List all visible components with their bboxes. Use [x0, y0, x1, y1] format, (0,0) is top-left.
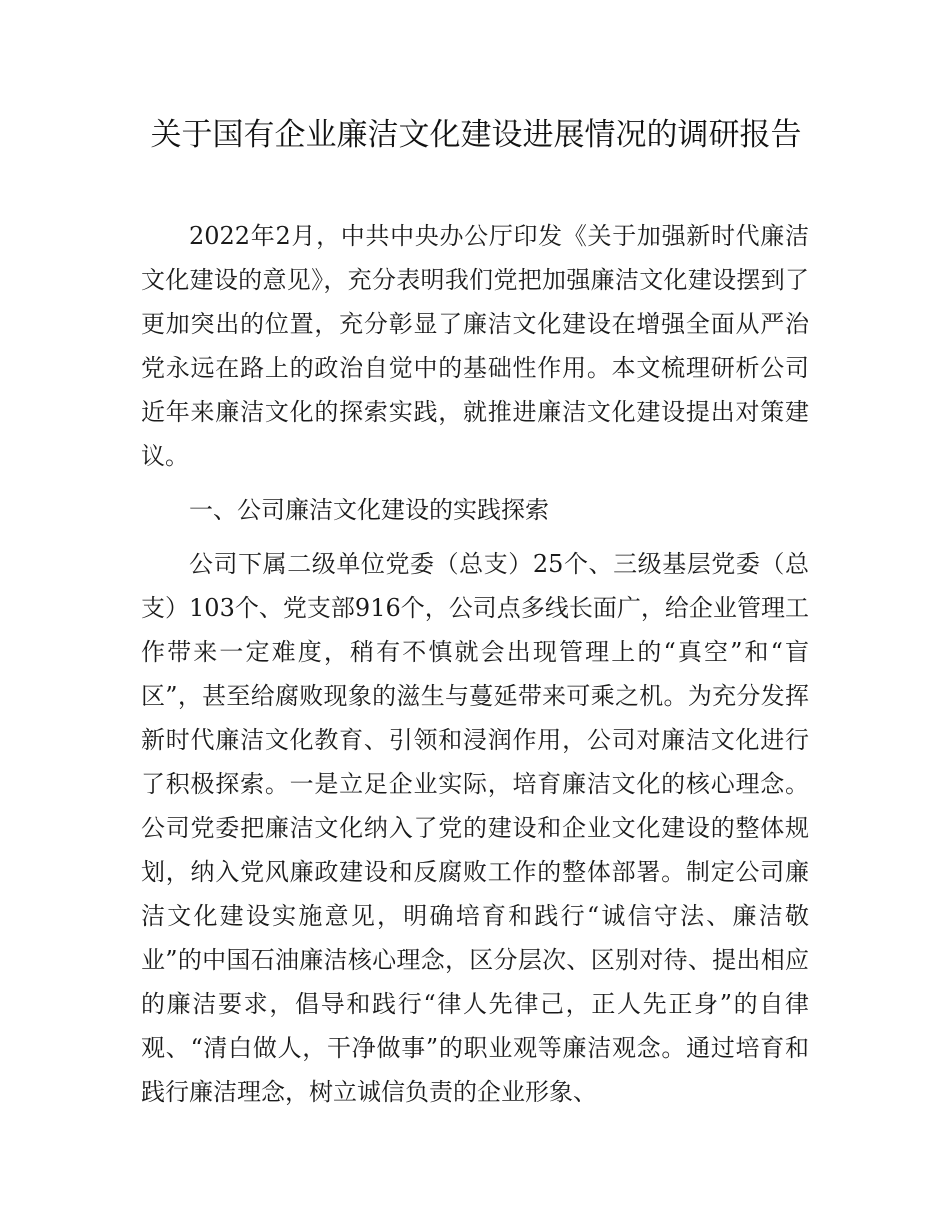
- intro-paragraph: 2022年2月，中共中央办公厅印发《关于加强新时代廉洁文化建设的意见》，充分表明我们党把加强廉洁文化建设摆到了更加突出的位置，充分彰显了廉洁文化建设在增强全面从严治党永远在路上的政治自觉中的基础性作用。本文梳理研析公司近年来廉洁文化的探索实践，就推进廉洁文化建设提出对策建议。: [141, 222, 809, 470]
- section-heading: 一、公司廉洁文化建设的实践探索: [189, 496, 549, 524]
- document-title: 关于国有企业廉洁文化建设进展情况的调研报告: [150, 117, 802, 153]
- document-body: [141, 214, 809, 1114]
- section-paragraph: 公司下属二级单位党委（总支）25个、三级基层党委（总支）103个、党支部916个，公司点多线长面广，给企业管理工作带来一定难度，稍有不慎就会出现管理上的“真空”和“盲区”，甚至给腐败现象的滋生与蔓延带来可乘之机。为充分发挥新时代廉洁文化教育、引领和浸润作用，公司对廉洁文化进行了积极探索。一是立足企业实际，培育廉洁文化的核心理念。公司党委把廉洁文化纳入了党的建设和企业文化建设的整体规划，纳入党风廉政建设和反腐败工作的整体部署。制定公司廉洁文化建设实施意见，明确培育和践行“诚信守法、廉洁敬业”的中国石油廉洁核心理念，区分层次、区别对待、提出相应的廉洁要求，倡导和践行“律人先律己，正人先正身”的自律观、“清白做人，干净做事”的职业观等廉洁观念。通过培育和践行廉洁理念，树立诚信负责的企业形象、: [141, 550, 809, 1106]
